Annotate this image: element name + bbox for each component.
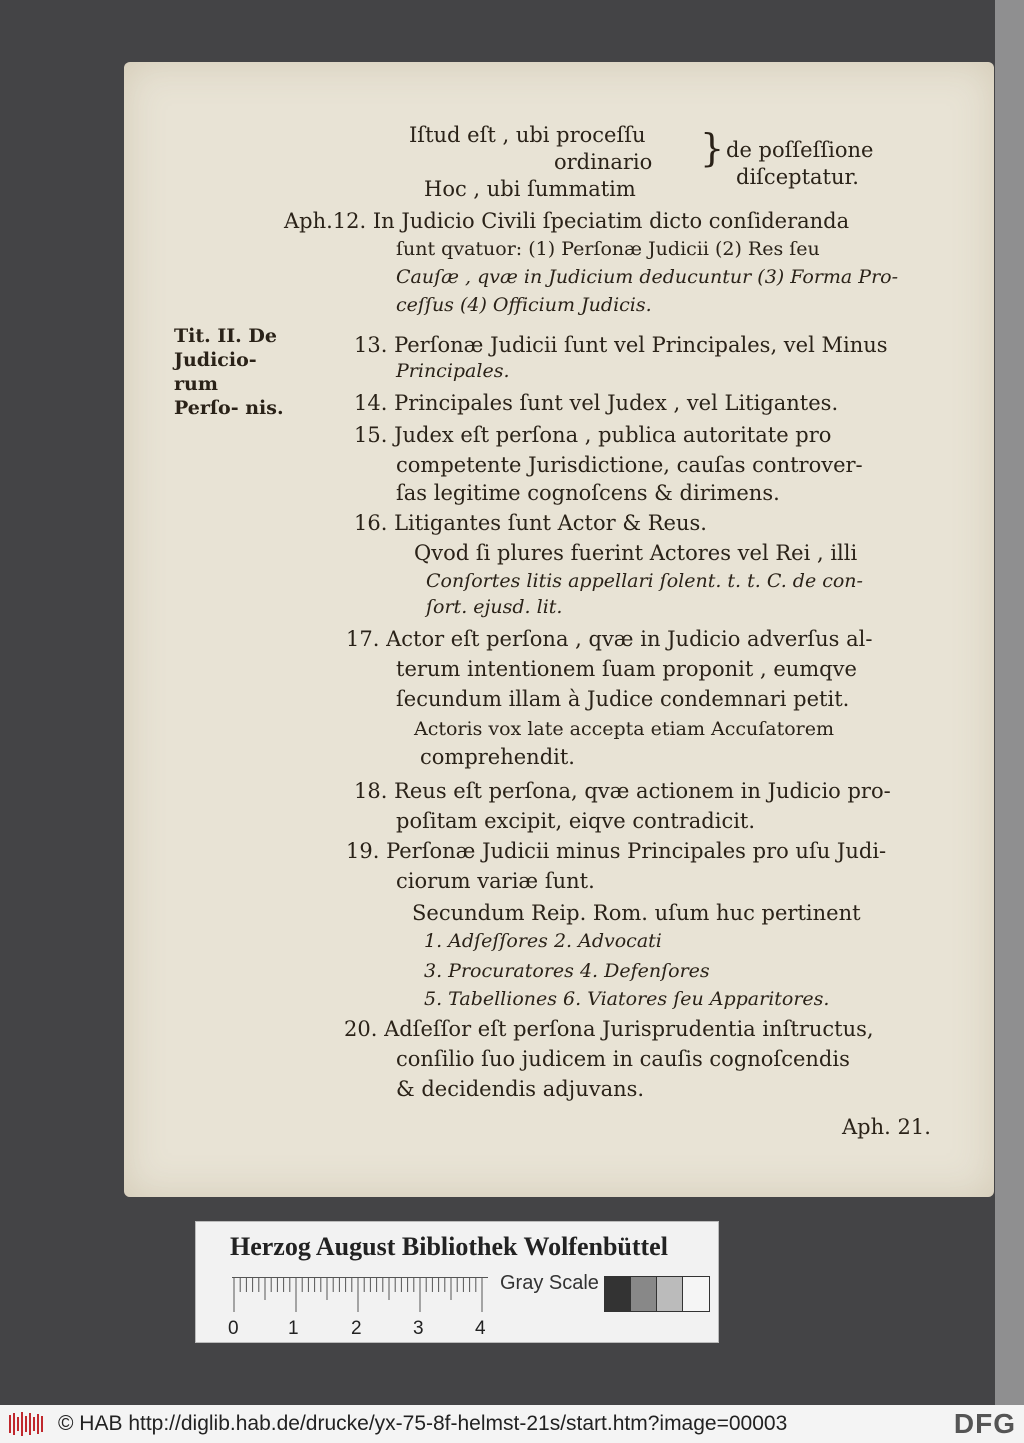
line: conſilio ſuo judicem in cauſis cognoſcendis bbox=[396, 1047, 850, 1071]
list-line: 1. Adſeſſores 2. Advocati bbox=[424, 930, 662, 952]
aphorism-line: 16. Litigantes ſunt Actor & Reus. bbox=[354, 511, 707, 535]
footer-bar bbox=[0, 1405, 1024, 1443]
line: terum intentionem ſuam proponit , eumqve bbox=[396, 657, 857, 681]
line: Hoc , ubi ſummatim bbox=[424, 177, 636, 201]
book-page bbox=[124, 62, 994, 1197]
line: diſceptatur. bbox=[736, 165, 859, 189]
line: & decidendis adjuvans. bbox=[396, 1077, 645, 1101]
line: Principales. bbox=[396, 360, 510, 382]
ruler-label: 0 bbox=[228, 1318, 239, 1339]
list-line: 3. Procuratores 4. Defenſores bbox=[424, 960, 710, 982]
line: comprehendit. bbox=[420, 745, 575, 769]
line: ordinario bbox=[554, 150, 653, 174]
aphorism-line: Aph.12. In Judicio Civili ſpeciatim dicto conſideranda bbox=[284, 209, 850, 233]
gray-swatch bbox=[604, 1276, 632, 1312]
gray-swatch bbox=[656, 1276, 684, 1312]
brace-symbol: } bbox=[700, 126, 725, 170]
margin-note: Tit. II. De Judicio- rum Perſo- nis. bbox=[174, 325, 284, 419]
color-reference-card bbox=[195, 1221, 719, 1343]
barcode-logo-icon bbox=[8, 1411, 46, 1437]
aphorism-line: 14. Principales ſunt vel Judex , vel Litigantes. bbox=[354, 391, 839, 415]
ruler-label: 4 bbox=[475, 1318, 486, 1339]
line: de poſſeſſione bbox=[726, 138, 874, 162]
gray-swatch bbox=[682, 1276, 710, 1312]
line: ſort. ejusd. lit. bbox=[426, 596, 563, 618]
adjacent-page-edge bbox=[995, 0, 1024, 1405]
gray-swatch bbox=[630, 1276, 658, 1312]
gray-scale-label: Gray Scale bbox=[500, 1272, 599, 1294]
dfg-logo: DFG bbox=[953, 1408, 1016, 1439]
aphorism-line: 20. Adſeſſor eſt perſona Jurisprudentia inſtructus, bbox=[344, 1017, 874, 1041]
line: ceſſus (4) Officium Judicis. bbox=[396, 294, 652, 316]
ruler-label: 3 bbox=[413, 1318, 424, 1339]
copyright-link[interactable]: © HAB http://diglib.hab.de/drucke/yx-75-8f-helmst-21s/start.htm?image=00003 bbox=[58, 1412, 788, 1435]
catchword: Aph. 21. bbox=[842, 1115, 931, 1139]
aphorism-line: 13. Perſonæ Judicii ſunt vel Principales, vel Minus bbox=[354, 333, 888, 357]
aphorism-line: 17. Actor eſt perſona , qvæ in Judicio adverſus al- bbox=[346, 627, 873, 651]
line: Iſtud eſt , ubi proceſſu bbox=[409, 123, 646, 147]
aphorism-line: 15. Judex eſt perſona , publica autoritate pro bbox=[354, 423, 832, 447]
line: Conſortes litis appellari ſolent. t. t. C. de con- bbox=[426, 570, 863, 592]
line: Cauſæ , qvæ in Judicium deducuntur (3) Forma Pro- bbox=[396, 266, 899, 288]
line: ſunt qvatuor: (1) Perſonæ Judicii (2) Res ſeu bbox=[396, 238, 820, 260]
line: ſecundum illam à Judice condemnari petit. bbox=[396, 687, 850, 711]
line: poſitam excipit, eiqve contradicit. bbox=[396, 809, 756, 833]
aphorism-line: 19. Perſonæ Judicii minus Principales pro uſu Judi- bbox=[346, 839, 887, 863]
ruler-label: 2 bbox=[351, 1318, 362, 1339]
library-name: Herzog August Bibliothek Wolfenbüttel bbox=[230, 1232, 668, 1261]
line: ciorum variæ ſunt. bbox=[396, 869, 595, 893]
line: ſas legitime cognoſcens & dirimens. bbox=[396, 481, 780, 505]
line: Qvod ſi plures fuerint Actores vel Rei , illi bbox=[414, 541, 858, 565]
ruler-label: 1 bbox=[288, 1318, 299, 1339]
line: Actoris vox late accepta etiam Accuſatorem bbox=[414, 718, 835, 740]
ruler bbox=[232, 1277, 488, 1318]
aphorism-line: 18. Reus eſt perſona, qvæ actionem in Judicio pro- bbox=[354, 779, 891, 803]
line: Secundum Reip. Rom. uſum huc pertinent bbox=[412, 901, 861, 925]
list-line: 5. Tabelliones 6. Viatores ſeu Apparitores. bbox=[424, 988, 830, 1010]
line: competente Jurisdictione, cauſas controver- bbox=[396, 453, 863, 477]
